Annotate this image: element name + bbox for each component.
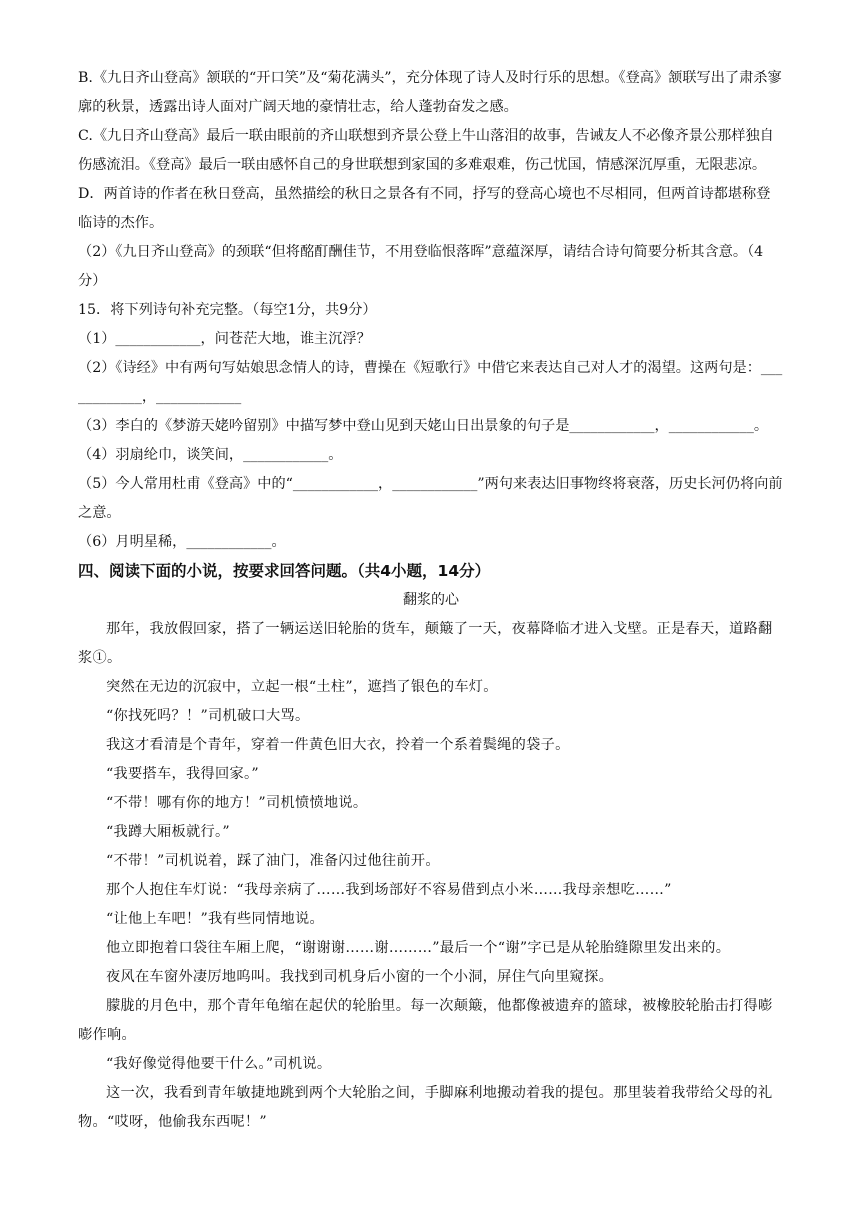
q15-item-4: （4）羽扇纶巾，谈笑间，____________。 (78, 447, 343, 463)
story-paragraph: “我要搭车，我得回家。” (106, 766, 259, 782)
story-paragraph: “不带！哪有你的地方！”司机愤愤地说。 (106, 795, 368, 811)
story-paragraph: 那年，我放假回家，搭了一辆运送旧轮胎的货车，颠簸了一天，夜幕降临才进入戈壁。正是春天，道路翻浆①。 (78, 621, 773, 666)
q14-option-d: D．两首诗的作者在秋日登高，虽然描绘的秋日之景各有不同，抒写的登高心境也不尽相同，但两首诗都堪称登临诗的杰作。 (78, 186, 771, 231)
q14-option-b: B.《九日齐山登高》颔联的“开口笑”及“菊花满头”，充分体现了诗人及时行乐的思想。《登高》颔联写出了肃杀寥廓的秋景，透露出诗人面对广阔天地的豪情壮志，给人蓬勃奋发之感。 (78, 70, 782, 115)
q14-part2: （2）《九日齐山登高》的颈联“但将酩酊酬佳节，不用登临恨落晖”意蕴深厚，请结合诗句简要分析其含意。（4分） (78, 244, 764, 289)
story-paragraph: “让他上车吧！”我有些同情地说。 (106, 911, 324, 927)
q15-item-2: （2）《诗经》中有两句写姑娘思念情人的诗，曹操在《短歌行》中借它来表达自己对人才的渴望。这两句是：____________，____________ (78, 360, 783, 405)
story-paragraph: 那个人抱住车灯说：“我母亲病了……我到场部好不容易借到点小米……我母亲想吃……” (106, 882, 672, 898)
section-4-heading: 四、阅读下面的小说，按要求回答问题。（共4小题，14分） (78, 562, 491, 580)
story-paragraph: “我蹲大厢板就行。” (106, 824, 230, 840)
q15-header: 15．将下列诗句补充完整。（每空1分，共9分） (78, 302, 377, 318)
story-paragraph: 突然在无边的沉寂中，立起一根“土柱”，遮挡了银色的车灯。 (106, 679, 498, 695)
story-paragraph: 朦胧的月色中，那个青年龟缩在起伏的轮胎里。每一次颠簸，他都像被遗弃的篮球，被橡胶轮胎击打得嘭嘭作响。 (78, 998, 773, 1043)
story-paragraph: 我这才看清是个青年，穿着一件黄色旧大衣，拎着一个系着鬓绳的袋子。 (106, 737, 570, 753)
q15-item-3: （3）李白的《梦游天姥吟留别》中描写梦中登山见到天姥山日出景象的句子是____________，____________。 (78, 418, 769, 434)
story-paragraph: 这一次，我看到青年敏捷地跳到两个大轮胎之间，手脚麻利地搬动着我的提包。那里装着我带给父母的礼物。“哎呀，他偷我东西呢！” (78, 1085, 773, 1130)
story-title: 翻浆的心 (403, 592, 459, 608)
q14-option-c: C.《九日齐山登高》最后一联由眼前的齐山联想到齐景公登上牛山落泪的故事，告诫友人不必像齐景公那样独自伤感流泪。《登高》最后一联由感怀自己的身世联想到家国的多难艰难，伤己忧国，情感深沉厚重，无限悲凉。 (78, 128, 774, 173)
story-paragraph: “我好像觉得他要干什么。”司机说。 (106, 1056, 332, 1072)
q15-item-1: （1）____________，问苍茫大地，谁主沉浮？ (78, 331, 371, 347)
story-paragraph: “不带！”司机说着，踩了油门，准备闪过他往前开。 (106, 853, 440, 869)
story-paragraph: “你找死吗？！”司机破口大骂。 (106, 708, 310, 724)
q15-item-5: （5）今人常用杜甫《登高》中的“____________，____________”两句来表达旧事物终将衰落，历史长河仍将向前之意。 (78, 476, 783, 521)
story-paragraph: 夜风在车窗外凄厉地呜叫。我找到司机身后小窗的一个小洞，屏住气向里窥探。 (106, 969, 614, 985)
exam-page (78, 64, 784, 1137)
story-paragraph: 他立即抱着口袋往车厢上爬，“谢谢谢……谢………”最后一个“谢”字已是从轮胎缝隙里发出来的。 (106, 940, 731, 956)
q15-item-6: （6）月明星稀，____________。 (78, 534, 286, 550)
